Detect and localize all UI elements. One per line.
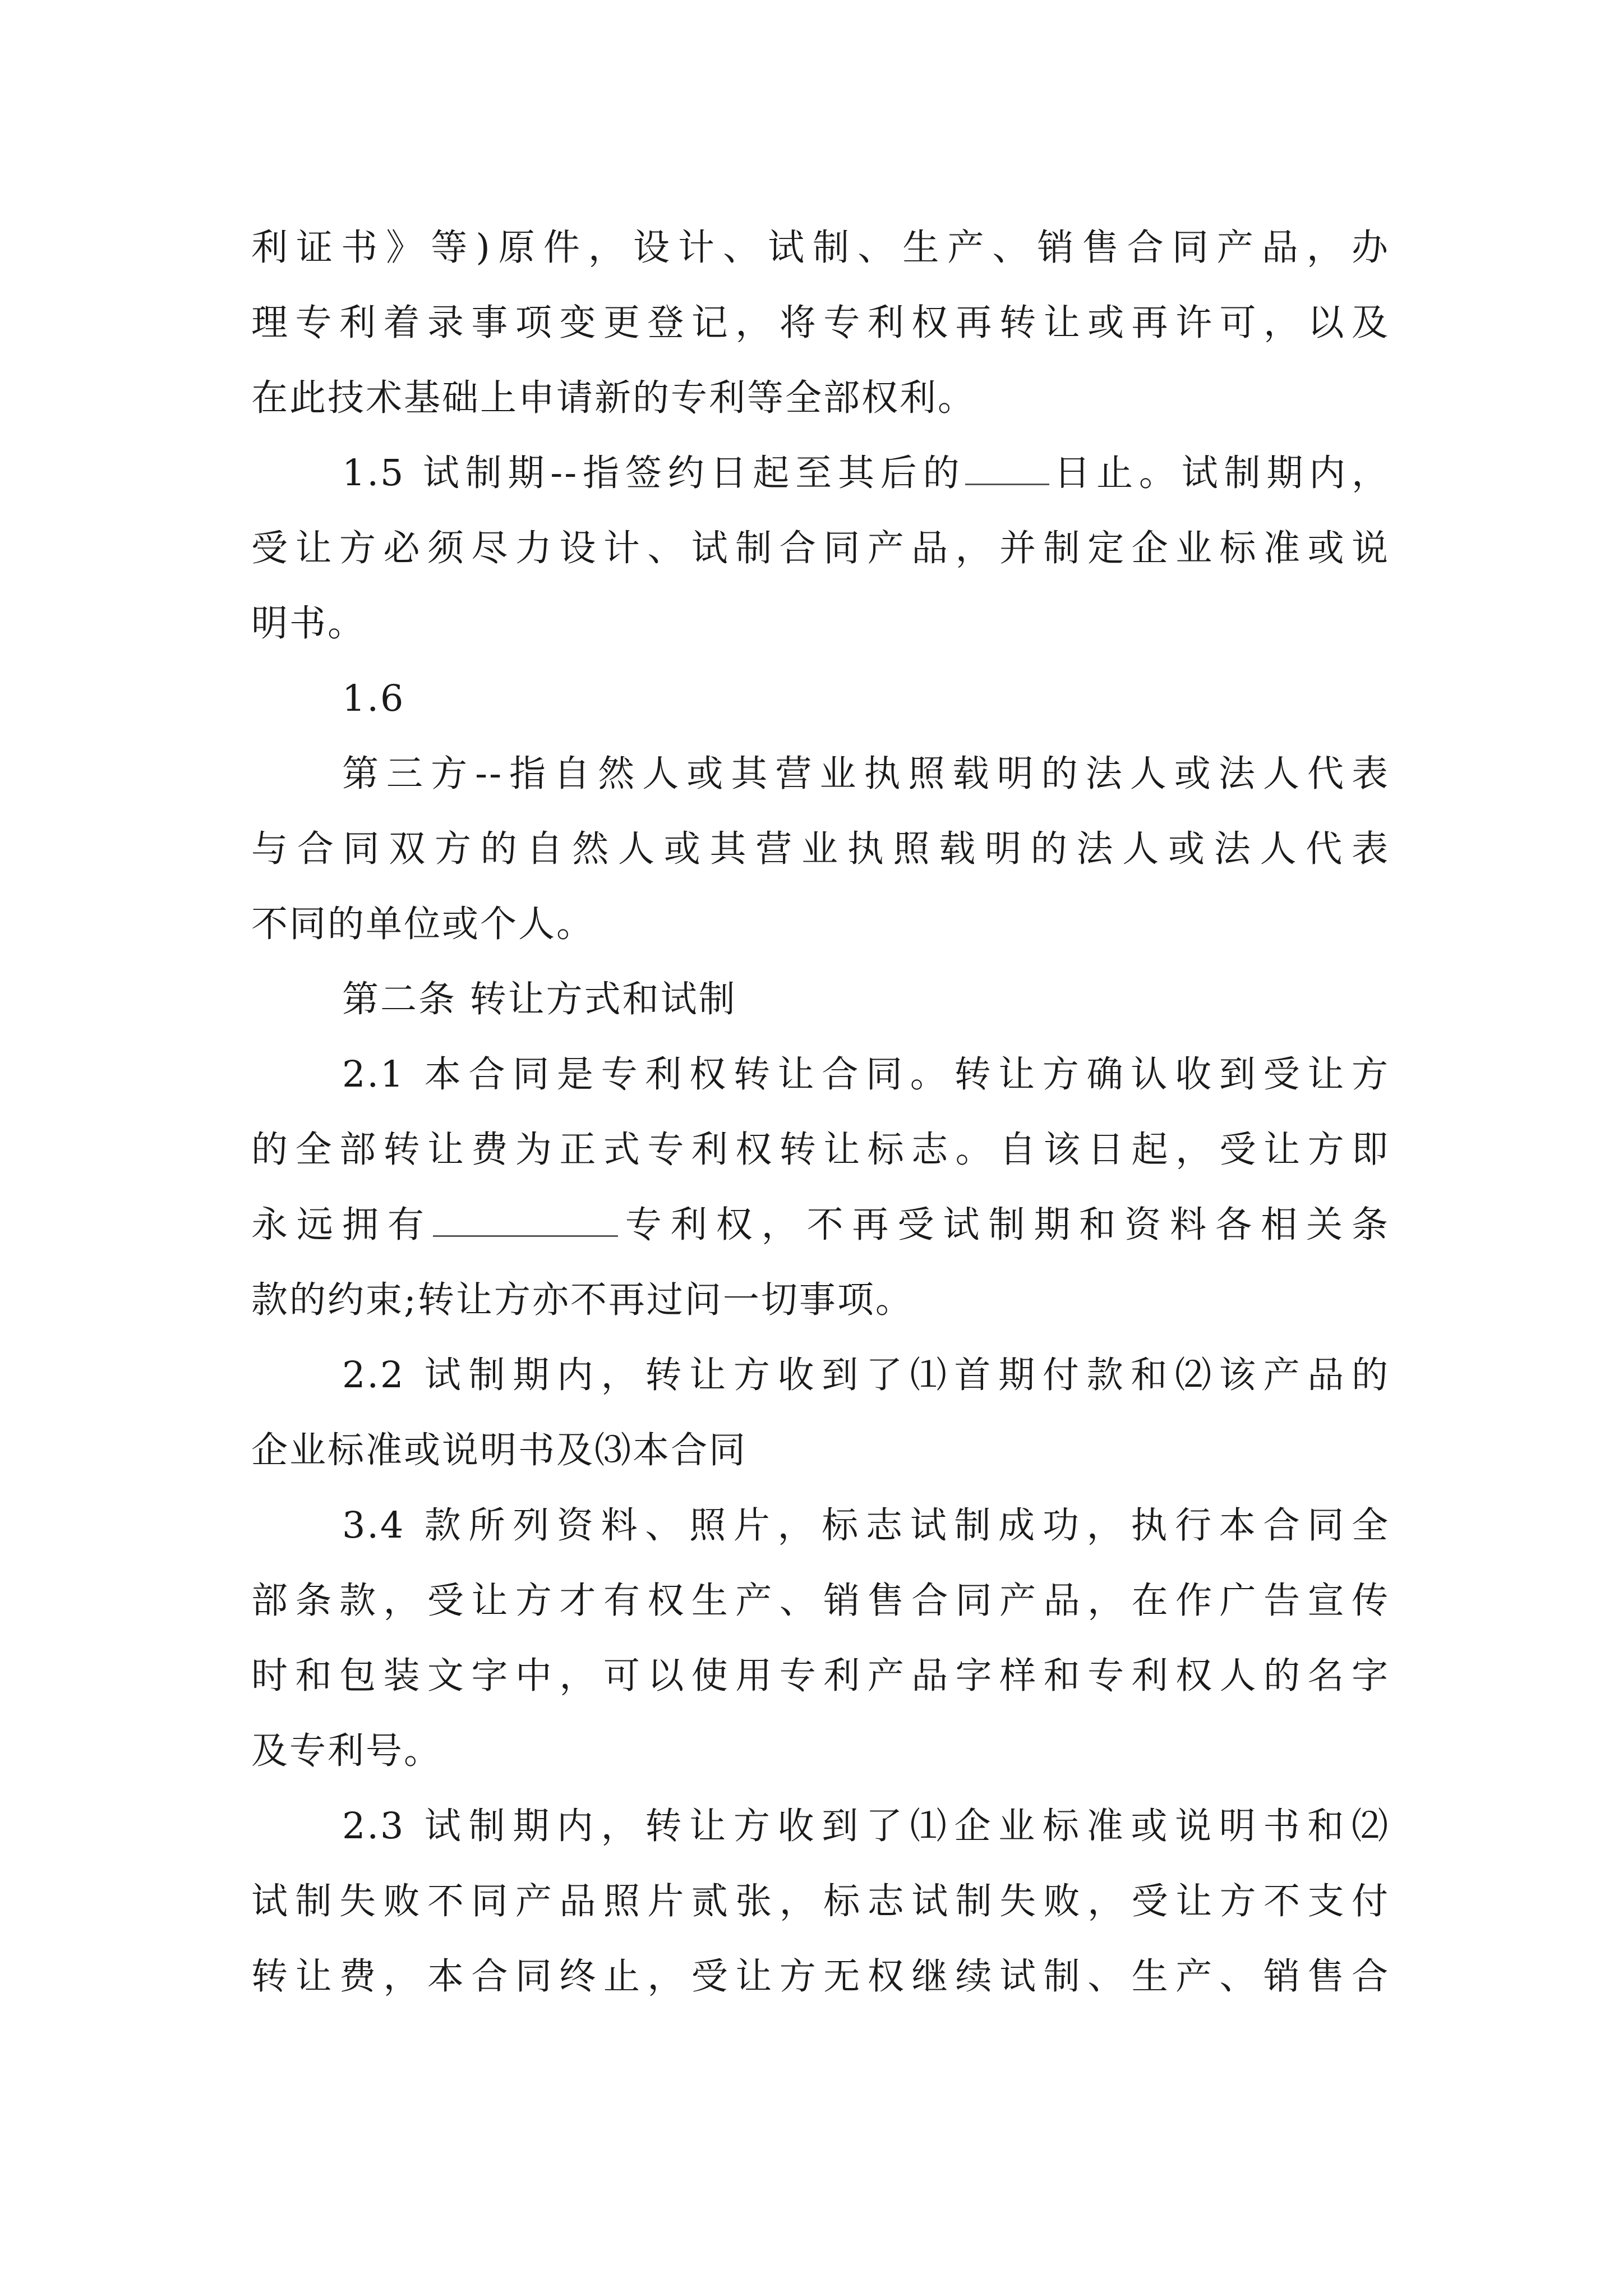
clause-1-5-text-b: 日止。试制期内， [1049,452,1390,494]
paragraph-third-party [251,737,1390,962]
paragraph-clause-2-1 [251,1037,1390,1338]
text-line: 理专利着录事项变更登记，将专利权再转让或再许可，以及 [251,302,1390,344]
text-line: 时和包装文字中，可以使用专利产品字样和专利权人的名字 [251,1655,1390,1697]
section-heading: 第二条 转让方式和试制 [342,978,737,1020]
paragraph-clause-2-3 [251,1789,1390,2014]
text-line: 明书。 [251,602,366,645]
text-line: 款的约束;转让方亦不再过问一切事项。 [251,1279,914,1321]
text-line: 第三方--指自然人或其营业执照载明的法人或法人代表 [342,753,1390,795]
text-line: 不同的单位或个人。 [251,903,595,945]
fill-in-blank-patent [433,1194,618,1237]
clause-2-1-text-a: 永远拥有 [251,1204,433,1246]
text-line: 利证书》等)原件，设计、试制、生产、销售合同产品，办 [251,227,1390,269]
text-line: 企业标准或说明书及⑶本合同 [251,1429,748,1471]
text-line: 的全部转让费为正式专利权转让标志。自该日起，受让方即 [251,1129,1390,1171]
paragraph-clause-1-5 [251,436,1390,661]
clause-2-1-text-b: 专利权，不再受试制期和资料各相关条 [617,1204,1390,1246]
paragraph-clause-2-2 [251,1338,1390,1488]
text-line: 1.6 [342,678,405,720]
text-line: 在此技术基础上申请新的专利等全部权利。 [251,377,976,419]
text-line [251,1188,1390,1263]
document-body [251,210,1390,2014]
paragraph-clause-1-6 [251,661,1390,737]
text-line: 2.1 本合同是专利权转让合同。转让方确认收到受让方 [342,1053,1390,1096]
text-line: 受让方必须尽力设计、试制合同产品，并制定企业标准或说 [251,527,1390,569]
text-line: 3.4 款所列资料、照片，标志试制成功，执行本合同全 [342,1504,1390,1547]
text-line: 2.3 试制期内，转让方收到了⑴企业标准或说明书和⑵ [342,1805,1390,1847]
paragraph-patent-rights [251,210,1390,436]
text-line: 2.2 试制期内，转让方收到了⑴首期付款和⑵该产品的 [342,1354,1390,1396]
text-line: 试制失败不同产品照片贰张，标志试制失败，受让方不支付 [251,1880,1390,1922]
section-heading-article-2 [251,962,1390,1037]
paragraph-clause-3-4 [251,1488,1390,1789]
text-line [251,436,1390,511]
text-line: 部条款，受让方才有权生产、销售合同产品，在作广告宣传 [251,1580,1390,1622]
text-line: 转让费，本合同终止，受让方无权继续试制、生产、销售合 [251,1955,1390,1998]
text-line: 及专利号。 [251,1730,442,1772]
clause-1-5-text-a: 1.5 试制期--指签约日起至其后的 [342,452,966,494]
text-line: 与合同双方的自然人或其营业执照载明的法人或法人代表 [251,828,1390,870]
fill-in-blank-days [965,442,1049,485]
